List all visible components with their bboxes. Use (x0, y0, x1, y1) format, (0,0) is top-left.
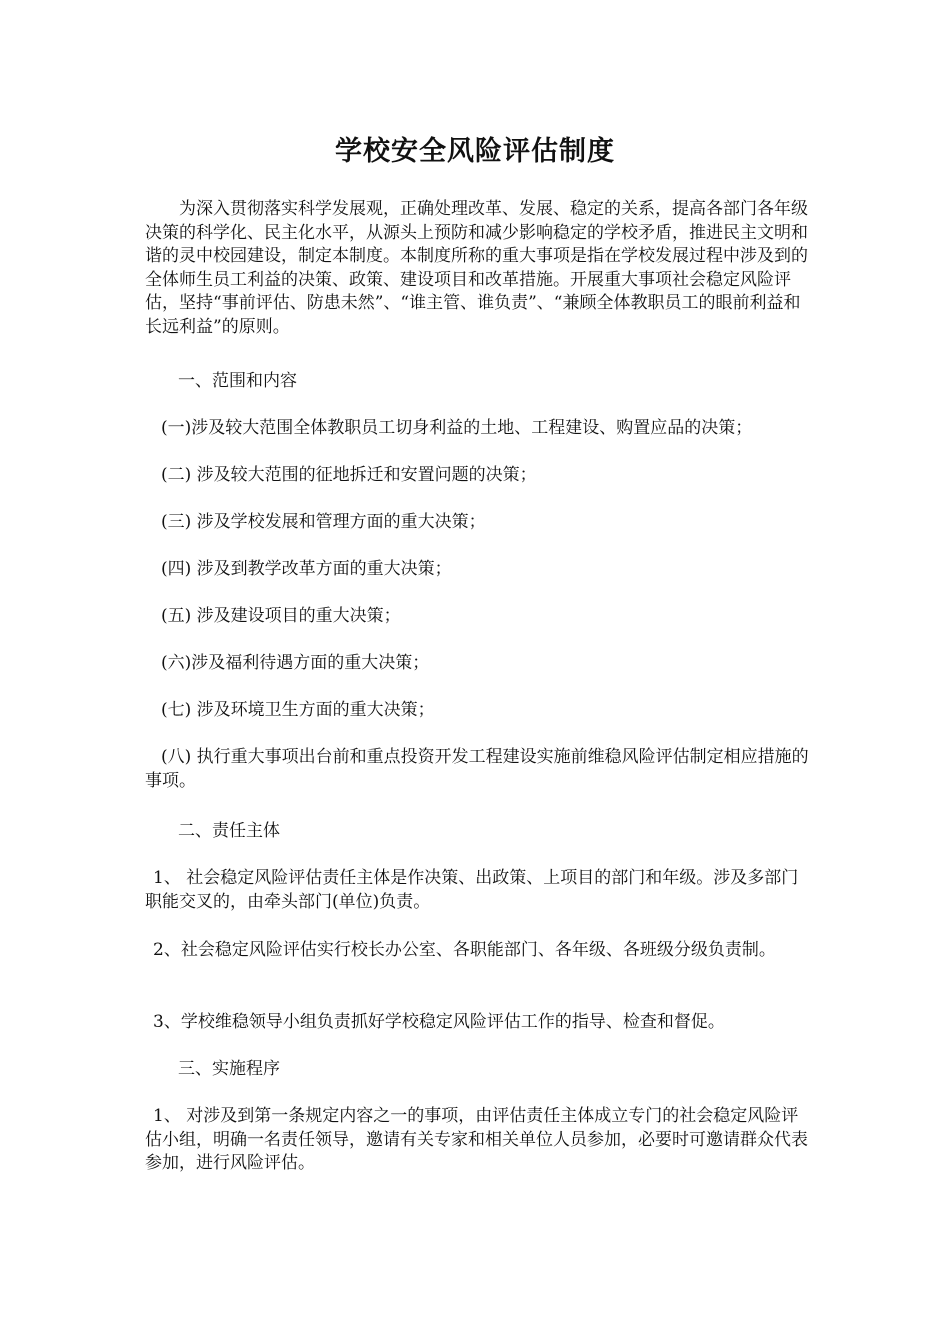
scope-item-8: (八) 执行重大事项出台前和重点投资开发工程建设实施前维稳风险评估制定相应措施的事项。 (145, 747, 809, 791)
scope-item-2: (二) 涉及较大范围的征地拆迁和安置问题的决策； (161, 465, 537, 485)
responsibility-item-3: 3、学校维稳领导小组负责抓好学校稳定风险评估工作的指导、检查和督促。 (153, 1012, 725, 1032)
document-title: 学校安全风险评估制度 (335, 136, 615, 167)
scope-item-1: (一)涉及较大范围全体教职员工切身利益的土地、工程建设、购置应品的决策； (161, 418, 753, 438)
procedure-item-1: 1、 对涉及到第一条规定内容之一的事项，由评估责任主体成立专门的社会稳定风险评估小组，明确一名责任领导，邀请有关专家和相关单位人员参加，必要时可邀请群众代表参加，进行风险评估。 (145, 1106, 808, 1173)
responsibility-item-1: 1、 社会稳定风险评估责任主体是作决策、出政策、上项目的部门和年级。涉及多部门职能交叉的，由牵头部门(单位)负责。 (145, 868, 799, 912)
scope-item-5: (五) 涉及建设项目的重大决策； (161, 606, 401, 626)
responsibility-item-2: 2、社会稳定风险评估实行校长办公室、各职能部门、各年级、各班级分级负责制。 (153, 940, 776, 960)
scope-item-3: (三) 涉及学校发展和管理方面的重大决策； (161, 512, 486, 532)
intro-paragraph: 为深入贯彻落实科学发展观，正确处理改革、发展、稳定的关系，提高各部门各年级决策的科学化、民主化水平，从源头上预防和减少影响稳定的学校矛盾，推进民主文明和谐的灵中校园建设，制定本制度。本制度所称的重大事项是指在学校发展过程中涉及到的全体师生员工利益的决策、政策、建设项目和改革措施。开展重大事项社会稳定风险评估，坚持“事前评估、防患未然”、“谁主管、谁负责”、“兼顾全体教职员工的眼前利益和长远利益”的原则。 (145, 199, 808, 337)
scope-item-6: (六)涉及福利待遇方面的重大决策； (161, 653, 430, 673)
scope-item-7: (七) 涉及环境卫生方面的重大决策； (161, 700, 435, 720)
section-heading-procedure: 三、实施程序 (178, 1059, 280, 1079)
section-heading-scope: 一、范围和内容 (178, 371, 297, 391)
scope-item-4: (四) 涉及到教学改革方面的重大决策； (161, 559, 452, 579)
section-heading-responsibility: 二、责任主体 (178, 821, 280, 841)
